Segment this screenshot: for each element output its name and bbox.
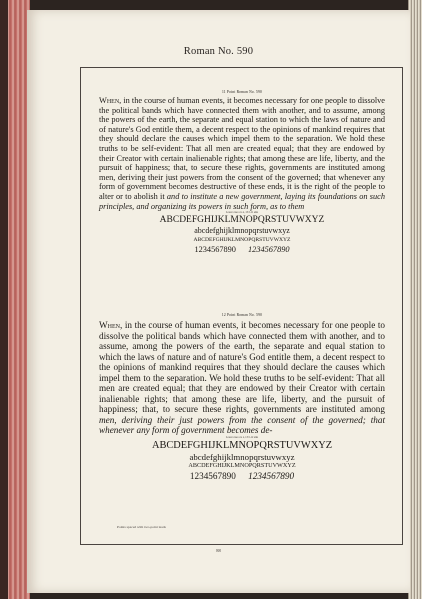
- page-number: 88: [216, 548, 221, 553]
- body-text: , in the course of human events, it becomes necessary for one people to dissolve the political bands which have connected them with another, and to assume, among the powers of the earth, the separate and equal station to which the laws of nature and of nature's God entitle them, a decent respect to the opinions of mankind requires that they should declare the causes which impel them to the separation. We hold these truths to be self-evident: That all men are created equal; that they are endowed by their Creator with certain inalienable rights; that among these are life, liberty, and the pursuit of happiness; that, to secure these rights, governments are instituted among: [99, 320, 385, 414]
- figures-row: [99, 244, 385, 255]
- page-edges-right: [408, 0, 422, 599]
- figures-roman: 1234567890: [194, 244, 236, 254]
- small-caps-alphabet: ABCDEFGHIJKLMNOPQRSTUVWXYZ: [188, 461, 296, 469]
- book-page: [27, 10, 410, 593]
- body-italic: and to institute a new government, laying its foundations on such principles, and organizing its powers in such form, as to them: [99, 191, 385, 211]
- specimen-body: [99, 96, 385, 211]
- lower-case-note: Lower case a to z, 13.5-11 ems: [225, 211, 259, 215]
- specimen-title: 12 Point Roman No. 590: [221, 313, 263, 317]
- running-head: Roman No. 590: [183, 46, 254, 57]
- specimen-11pt: [99, 90, 385, 255]
- small-caps-alphabet: ABCDEFGHIJKLMNOPQRSTUVWXYZ: [193, 236, 291, 243]
- body-italic: men, deriving their just powers from the consent of the governed; that whenever any form of government becomes de-: [99, 414, 385, 435]
- lower-case-note: Lower case a to z, 13.5-12 ems: [225, 435, 259, 439]
- lead-word: When: [99, 96, 120, 105]
- footnote: Points spaced with two-point leads: [117, 525, 166, 529]
- figures-italic: 1234567890: [248, 471, 295, 482]
- lowercase-alphabet: abcdefghijklmnopqrstuvwxyz: [189, 451, 295, 462]
- body-text: , in the course of human events, it becomes necessary for one people to dissolve the political bands which have connected them with another, and to assume, among the powers of the earth, the separate and equal station to which the laws of nature and of nature's God entitle them, a decent respect to the opinions of mankind requires that they should declare the causes which impel them to the separation. We hold these truths to be self-evident: That all men are created equal; that they are endowed by their Creator with certain inalienable rights; that among these are life, liberty, and the pursuit of happiness; that, to secure these rights, governments are instituted among men, deriving their just powers from the consent of the governed; that whenever any form of government becomes destructive of these ends, it is the right of the people to alter or to abolish it: [99, 96, 385, 201]
- specimen-body: [99, 320, 385, 436]
- figures-row: [99, 470, 385, 482]
- specimen-title: 11 Point Roman No. 590: [221, 90, 263, 94]
- caps-alphabet: ABCDEFGHIJKLMNOPQRSTUVWXYZ: [151, 439, 333, 451]
- specimen-12pt: [99, 313, 385, 482]
- figures-italic: 1234567890: [248, 244, 290, 254]
- lead-word: When: [99, 320, 121, 330]
- figures-roman: 1234567890: [189, 471, 236, 482]
- binding-shadow: [0, 0, 8, 599]
- caps-alphabet: ABCDEFGHIJKLMNOPQRSTUVWXYZ: [159, 215, 325, 226]
- lowercase-alphabet: abcdefghijklmnopqrstuvwxyz: [194, 226, 290, 236]
